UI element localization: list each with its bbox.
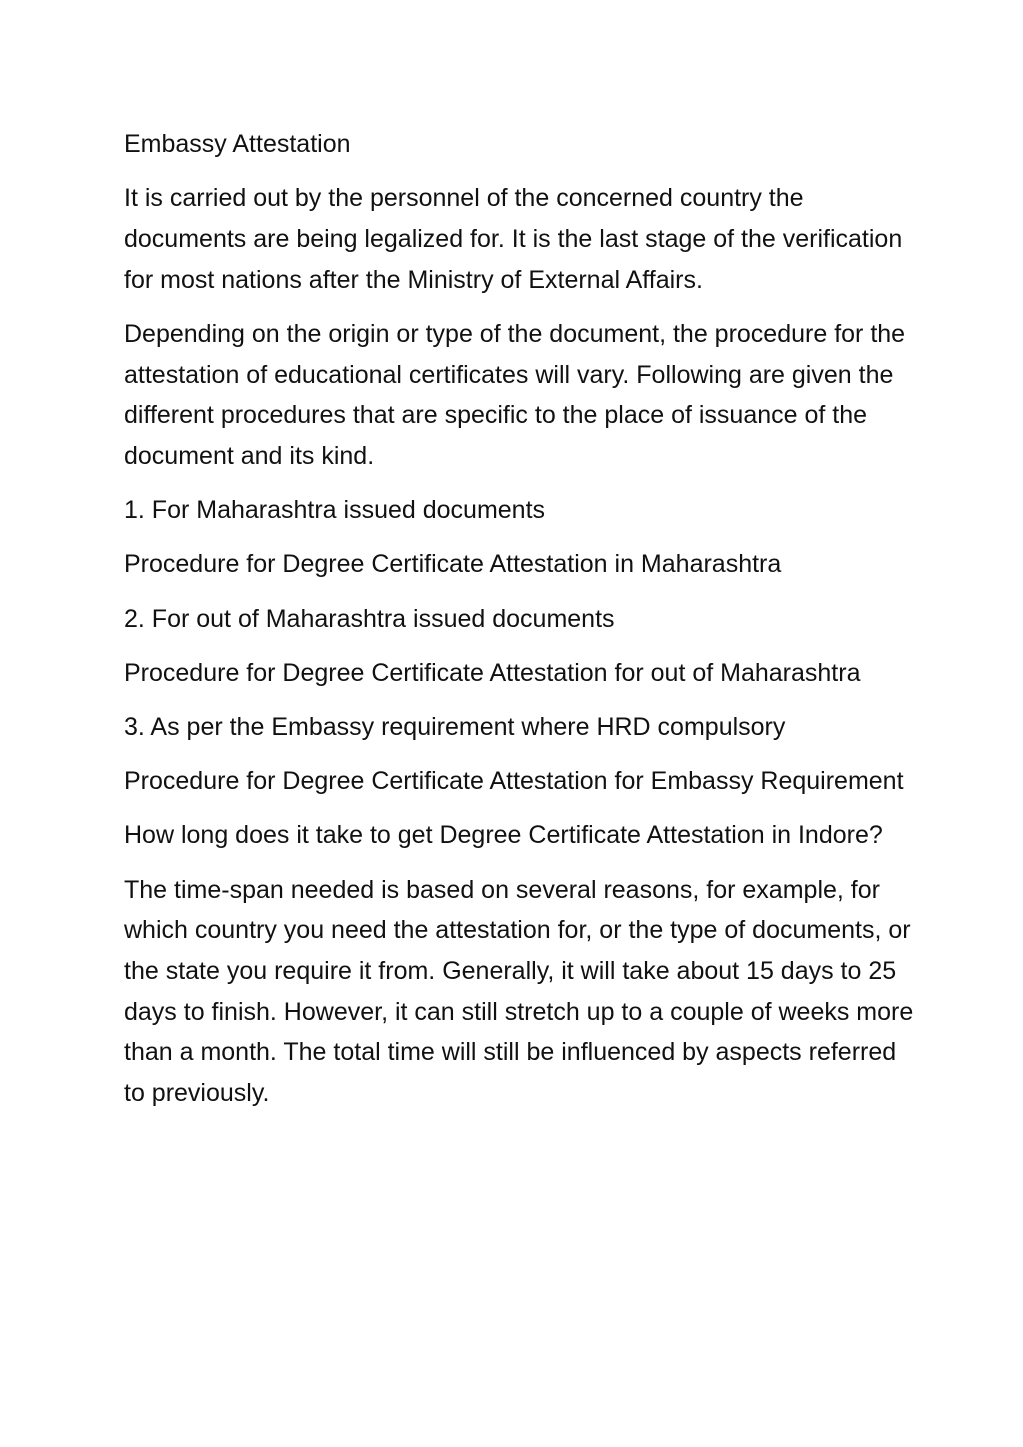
paragraph-time-span: The time-span needed is based on several reasons, for example, for which country you need the attestation for, or the type of documents, or the state you require it from. Generally, it will take about 15 days to 25 days to finish. However, it can still stretch up to a couple of weeks more than a month. The total time will still be influenced by aspects referred to previously. — [124, 875, 914, 1108]
list-item-maharashtra: 1. For Maharashtra issued documents — [124, 496, 546, 525]
paragraph-intro: It is carried out by the personnel of the concerned country the documents are being legalized for. It is the last stage of the verification for most nations after the Ministry of External Affairs. — [124, 184, 903, 294]
list-item-out-of-maharashtra: 2. For out of Maharashtra issued documents — [124, 604, 615, 633]
paragraph-procedures: Depending on the origin or type of the document, the procedure for the attestation of educational certificates will vary. Following are given the different procedures that are specific to the place of issuance of the document and its kind. — [124, 319, 906, 470]
list-item-embassy-requirement: 3. As per the Embassy requirement where HRD compulsory — [124, 712, 786, 741]
procedure-maharashtra: Procedure for Degree Certificate Attestation in Maharashtra — [124, 550, 782, 579]
document-page — [124, 124, 914, 1127]
procedure-embassy-requirement: Procedure for Degree Certificate Attestation for Embassy Requirement — [124, 767, 904, 796]
procedure-out-of-maharashtra: Procedure for Degree Certificate Attestation for out of Maharashtra — [124, 658, 861, 687]
question-heading: How long does it take to get Degree Certificate Attestation in Indore? — [124, 821, 883, 850]
document-title: Embassy Attestation — [124, 130, 351, 158]
